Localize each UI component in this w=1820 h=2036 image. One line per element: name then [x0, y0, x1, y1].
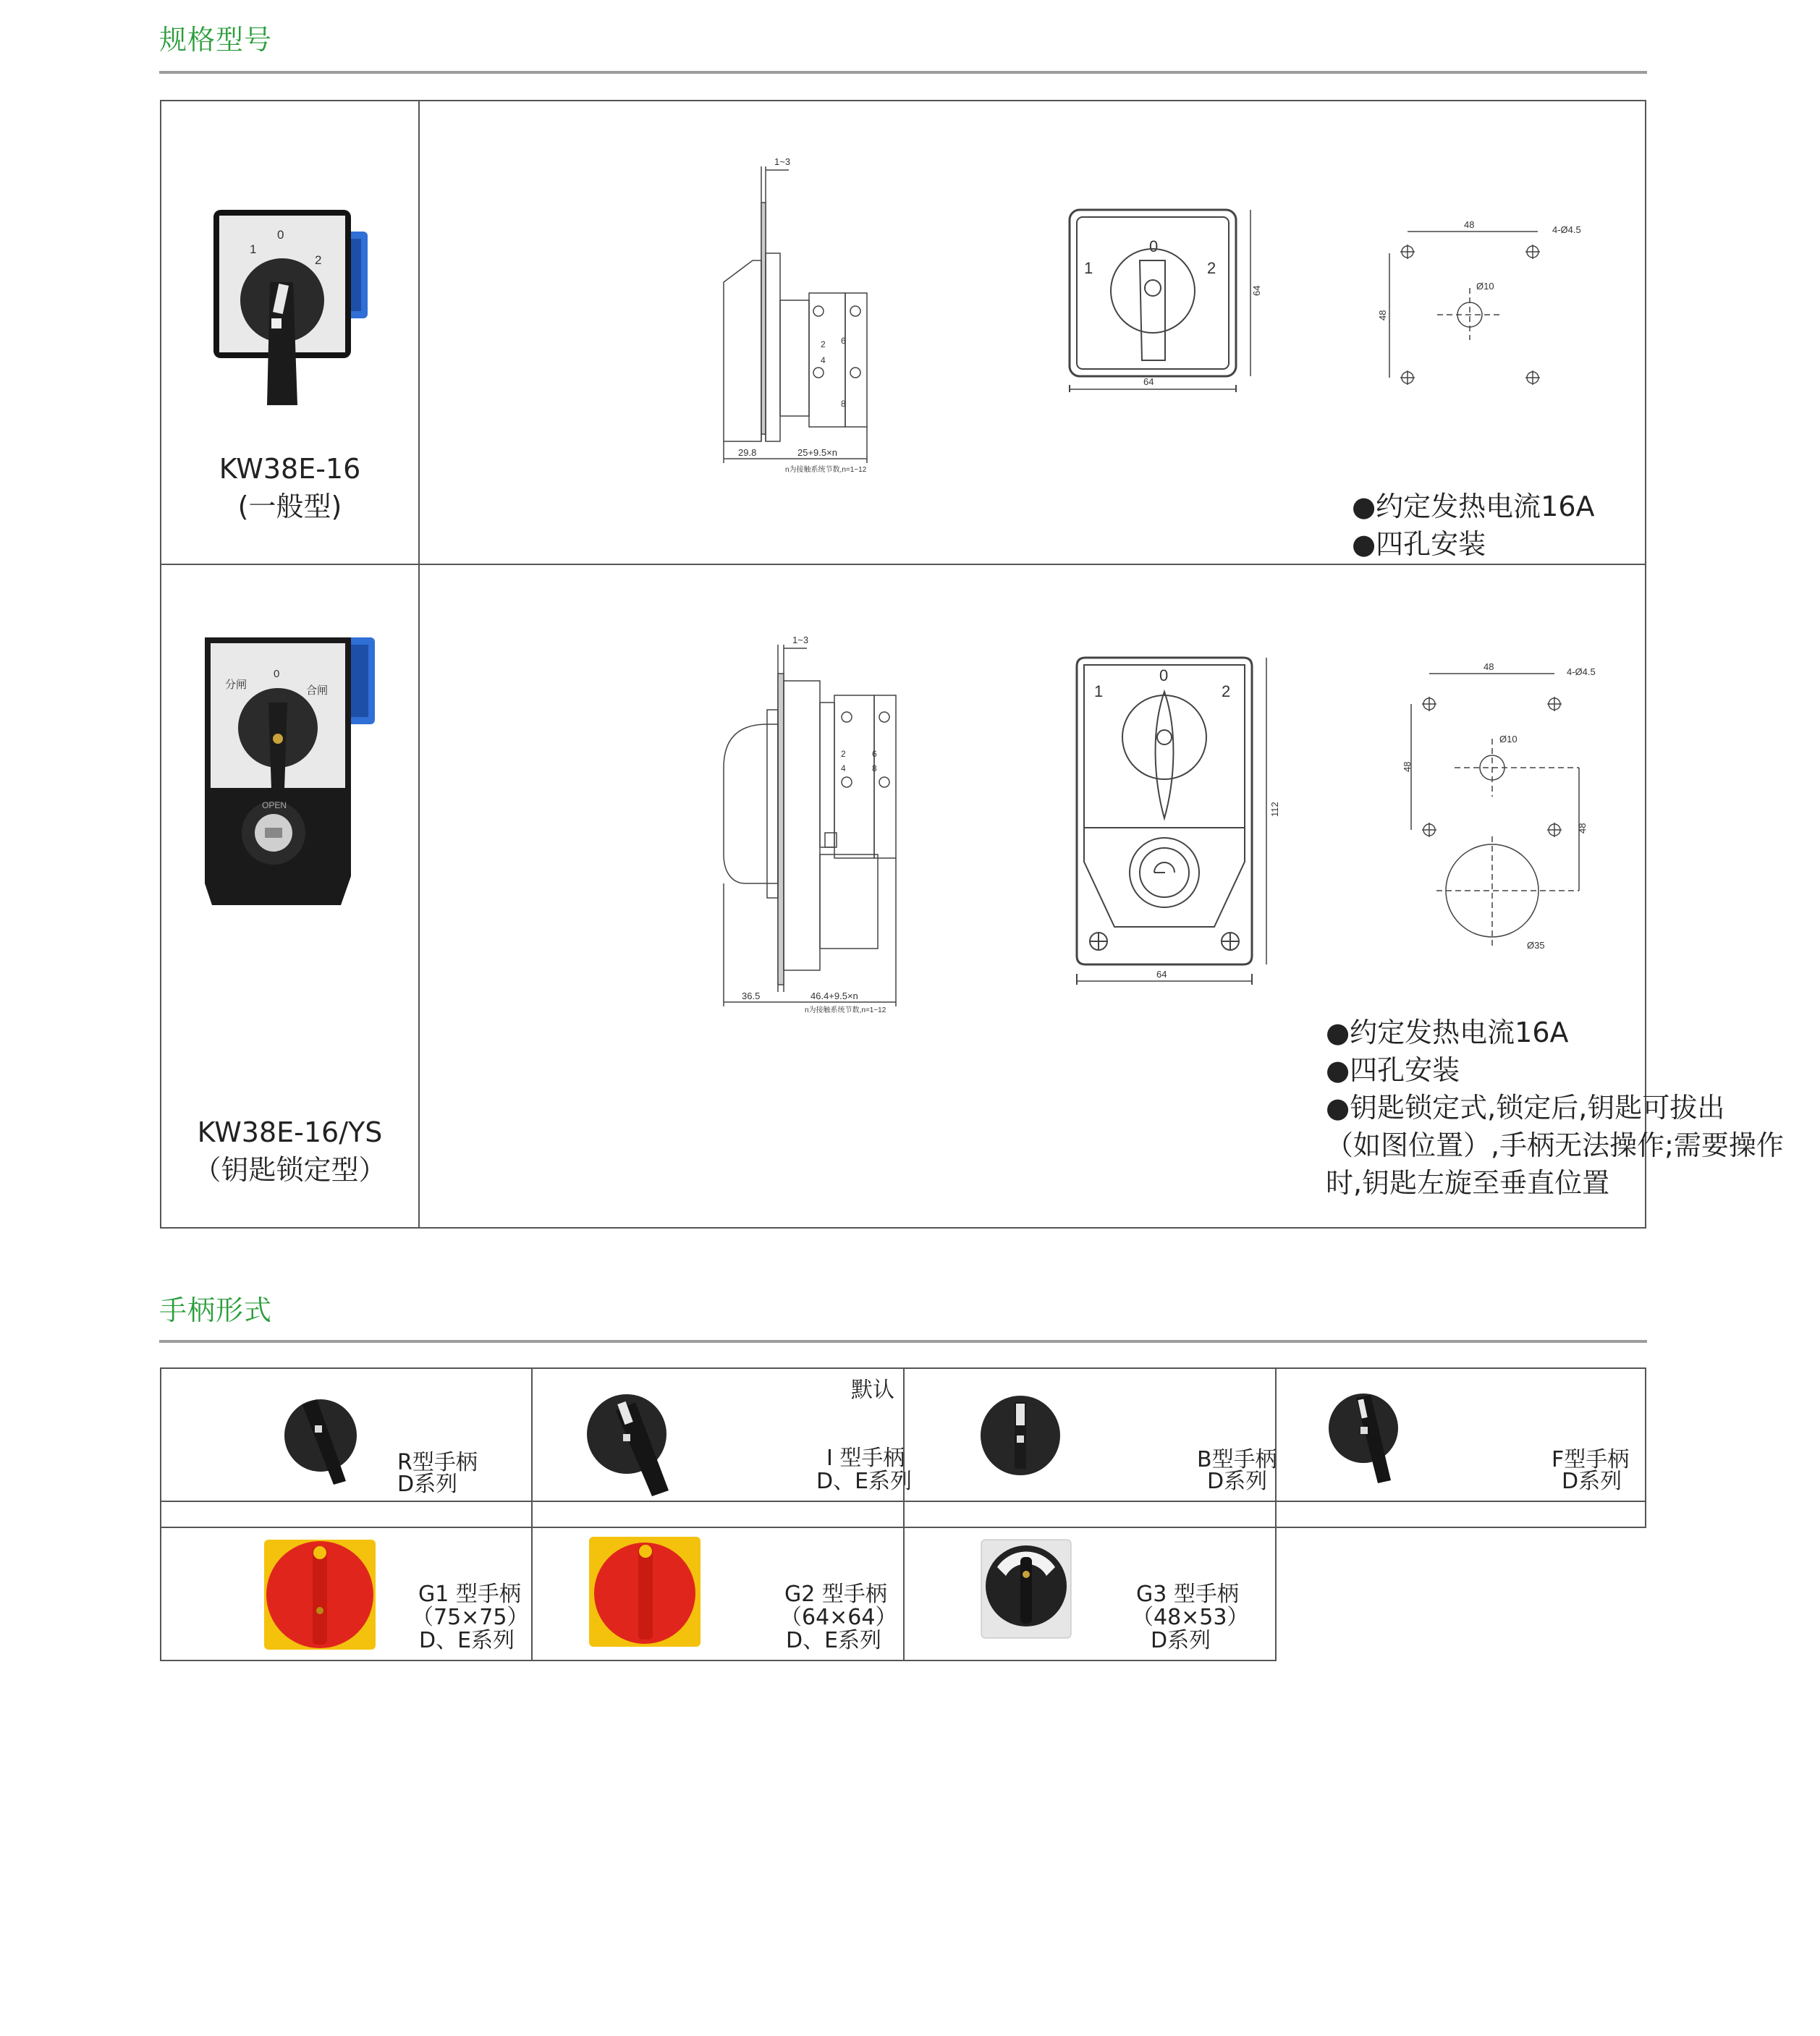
handle-g1-series: D、E系列 — [419, 1628, 515, 1653]
spec-row-kw38e-16-ys — [161, 565, 1784, 1227]
handle-cell-g1 — [160, 1527, 533, 1661]
handle-f-series: D系列 — [1562, 1469, 1622, 1494]
spec-table — [160, 100, 1784, 1229]
bullet-key-lock-line3: 时,钥匙左旋至垂直位置 — [1326, 1167, 1610, 1199]
side-view-drawing — [651, 623, 955, 1014]
terminal-4: 4 — [821, 355, 826, 365]
handle-r-type: R型手柄 — [397, 1450, 478, 1475]
product-photo-general — [161, 145, 418, 449]
model-subtitle: （钥匙锁定型） — [193, 1154, 386, 1186]
handle-g2-size: （64×64） — [780, 1605, 897, 1630]
handle-default-label: 默认 — [851, 1378, 894, 1403]
handle-g3-series: D系列 — [1151, 1628, 1211, 1653]
handle-table — [160, 1367, 1646, 1661]
terminal-4: 4 — [841, 763, 846, 773]
front-pos-1: 1 — [1084, 259, 1093, 277]
handle-r-series: D系列 — [397, 1472, 458, 1497]
spec-bullets — [1352, 488, 1595, 563]
handle-cell-f — [1275, 1367, 1646, 1502]
mounting-hole-drawing — [1360, 210, 1599, 412]
handle-f-image — [1327, 1385, 1421, 1493]
photo-pos-2: 2 — [315, 253, 322, 267]
handle-f-type: F型手柄 — [1552, 1447, 1630, 1472]
photo-label-off: 分闸 — [225, 679, 247, 691]
terminal-2: 2 — [841, 749, 846, 759]
handle-i-type: I 型手柄 — [826, 1446, 905, 1471]
handle-section-title: 手柄形式 — [159, 1294, 273, 1326]
front-height-label: 64 — [1251, 285, 1262, 296]
bullet-key-lock-line2: （如图位置）,手柄无法操作;需要操作 — [1326, 1129, 1784, 1161]
mount-lock-diameter: Ø35 — [1527, 940, 1545, 951]
mount-holes: 4-Ø4.5 — [1552, 224, 1581, 235]
side-note: n为接触系统节数,n=1~12 — [785, 466, 867, 474]
handle-cell-g3 — [903, 1527, 1277, 1661]
photo-label-on: 合闸 — [306, 684, 329, 697]
handle-cell-g2 — [531, 1527, 905, 1661]
model-name: KW38E-16/YS — [197, 1116, 383, 1148]
side-depth-a: 29.8 — [738, 447, 757, 458]
handle-b-type: B型手柄 — [1197, 1447, 1277, 1472]
front-pos-0: 0 — [1149, 237, 1159, 255]
front-height-label: 112 — [1269, 802, 1280, 817]
photo-label-zero: 0 — [274, 668, 280, 680]
front-view-drawing — [1071, 652, 1303, 1006]
mount-spacing-x: 48 — [1483, 661, 1494, 672]
photo-pos-0: 0 — [277, 228, 284, 242]
mount-spacing-x: 48 — [1464, 219, 1475, 230]
terminal-8: 8 — [872, 763, 877, 773]
handle-cell-r — [160, 1367, 533, 1502]
handle-g2-image — [588, 1535, 703, 1651]
product-photo-key-lock — [161, 616, 418, 963]
handle-spacer-cell — [1275, 1501, 1646, 1528]
handle-b-image — [977, 1389, 1071, 1483]
handle-g1-image — [263, 1538, 378, 1654]
drawing-cell — [420, 101, 1645, 564]
handle-g2-type: G2 型手柄 — [784, 1582, 887, 1607]
side-depth-b: 46.4+9.5×n — [810, 991, 858, 1001]
mount-center: Ø10 — [1476, 281, 1494, 292]
handle-section-rule — [159, 1340, 1647, 1343]
mount-center: Ø10 — [1499, 734, 1518, 745]
terminal-6: 6 — [841, 336, 846, 346]
model-subtitle: (一般型) — [237, 491, 342, 522]
spec-row-kw38e-16 — [161, 101, 1645, 565]
front-pos-0: 0 — [1159, 666, 1169, 684]
side-depth-a: 36.5 — [742, 991, 761, 1001]
mount-holes: 4-Ø4.5 — [1567, 666, 1596, 677]
model-cell — [161, 101, 420, 564]
side-depth-b: 25+9.5×n — [797, 447, 837, 458]
handle-g1-type: G1 型手柄 — [418, 1582, 521, 1607]
mounting-hole-drawing — [1397, 652, 1643, 963]
front-width-label: 64 — [1156, 969, 1167, 980]
spec-bullets — [1326, 1014, 1784, 1202]
handle-g3-image — [980, 1538, 1074, 1640]
model-cell — [161, 565, 420, 1227]
handle-cell-b — [903, 1367, 1277, 1502]
side-thickness-label: 1~3 — [792, 635, 809, 645]
handle-i-image — [583, 1382, 692, 1498]
terminal-8: 8 — [841, 399, 846, 409]
handle-b-series: D系列 — [1207, 1469, 1268, 1494]
handle-spacer-cell — [531, 1501, 905, 1528]
handle-g3-type: G3 型手柄 — [1136, 1582, 1239, 1607]
front-pos-1: 1 — [1094, 682, 1104, 700]
bullet-key-lock: ●钥匙锁定式,锁定后,钥匙可拔出 — [1326, 1092, 1725, 1124]
handle-g1-size: （75×75） — [412, 1605, 529, 1630]
handle-r-image — [277, 1383, 378, 1492]
front-width-label: 64 — [1143, 376, 1154, 387]
side-thickness-label: 1~3 — [774, 156, 791, 167]
front-view-drawing — [1057, 203, 1295, 470]
mount-spacing-y: 48 — [1377, 310, 1388, 321]
bullet-mounting: ●四孔安装 — [1326, 1054, 1460, 1086]
mount-spacing-y2: 48 — [1577, 823, 1588, 834]
side-view-drawing — [680, 137, 919, 474]
spec-section-title: 规格型号 — [159, 24, 273, 56]
spec-section-rule — [159, 71, 1647, 74]
handle-g2-series: D、E系列 — [786, 1628, 882, 1653]
model-name: KW38E-16 — [219, 453, 361, 485]
bullet-current: ●约定发热电流16A — [1326, 1017, 1569, 1048]
bullet-current: ●约定发热电流16A — [1352, 491, 1595, 522]
front-pos-2: 2 — [1222, 682, 1231, 700]
handle-spacer-cell — [903, 1501, 1277, 1528]
handle-spacer-cell — [160, 1501, 533, 1528]
photo-pos-1: 1 — [250, 242, 257, 256]
handle-g3-size: （48×53） — [1132, 1605, 1249, 1630]
handle-cell-i — [531, 1367, 913, 1502]
photo-label-open: OPEN — [262, 800, 287, 810]
bullet-mounting: ●四孔安装 — [1352, 528, 1486, 560]
front-pos-2: 2 — [1207, 259, 1216, 277]
terminal-2: 2 — [821, 339, 826, 349]
terminal-6: 6 — [872, 749, 877, 759]
side-note: n为接触系统节数,n=1~12 — [805, 1006, 886, 1014]
mount-spacing-y: 48 — [1402, 761, 1413, 772]
drawing-cell — [420, 565, 1784, 1227]
handle-i-series: D、E系列 — [816, 1469, 913, 1494]
